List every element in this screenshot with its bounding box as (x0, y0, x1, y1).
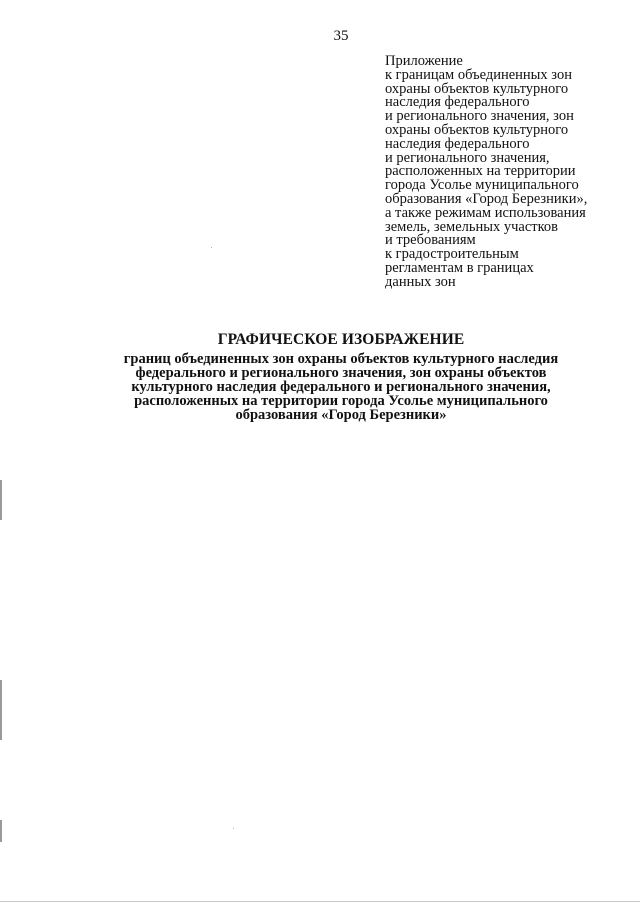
page-number: 35 (333, 28, 349, 44)
appendix-line: образования «Город Березники», (385, 190, 588, 207)
appendix-line: а также режимам использования (385, 204, 586, 221)
appendix-line: и регионального значения, зон (385, 108, 574, 125)
scan-edge-mark (0, 680, 2, 740)
appendix-line: охраны объектов культурного (385, 80, 569, 97)
appendix-block (385, 55, 635, 290)
document-subtitle (0, 352, 640, 422)
scan-dot (233, 828, 234, 829)
scan-dot (211, 247, 212, 248)
scan-edge-mark (0, 480, 2, 520)
appendix-line: наследия федерального (385, 135, 530, 152)
subtitle-line: границ объединенных зон охраны объектов культурного наследия (123, 351, 559, 367)
scan-bottom-edge (0, 901, 640, 902)
scan-edge-mark (0, 820, 2, 842)
appendix-line: земель, земельных участков (385, 218, 559, 235)
appendix-line: и требованиям (385, 232, 476, 249)
appendix-line: регламентам в границах (385, 259, 534, 276)
appendix-line: расположенных на территории (385, 163, 576, 180)
appendix-line: Приложение (385, 53, 463, 69)
appendix-line: охраны объектов культурного (385, 121, 569, 138)
appendix-line: города Усолье муниципального (385, 177, 579, 194)
subtitle-line: федерального и регионального значения, зон охраны объектов (135, 365, 547, 381)
appendix-line: к границам объединенных зон (385, 66, 572, 83)
subtitle-line: культурного наследия федерального и регионального значения, (131, 379, 551, 395)
document-title: ГРАФИЧЕСКОЕ ИЗОБРАЖЕНИЕ (217, 331, 465, 348)
appendix-line: и регионального значения, (385, 149, 550, 166)
appendix-line: наследия федерального (385, 94, 530, 111)
subtitle-line: расположенных на территории города Усолье муниципального (134, 393, 548, 409)
subtitle-line: образования «Город Березники» (235, 407, 447, 423)
appendix-line: данных зон (385, 273, 456, 290)
appendix-line: к градостроительным (385, 246, 519, 263)
